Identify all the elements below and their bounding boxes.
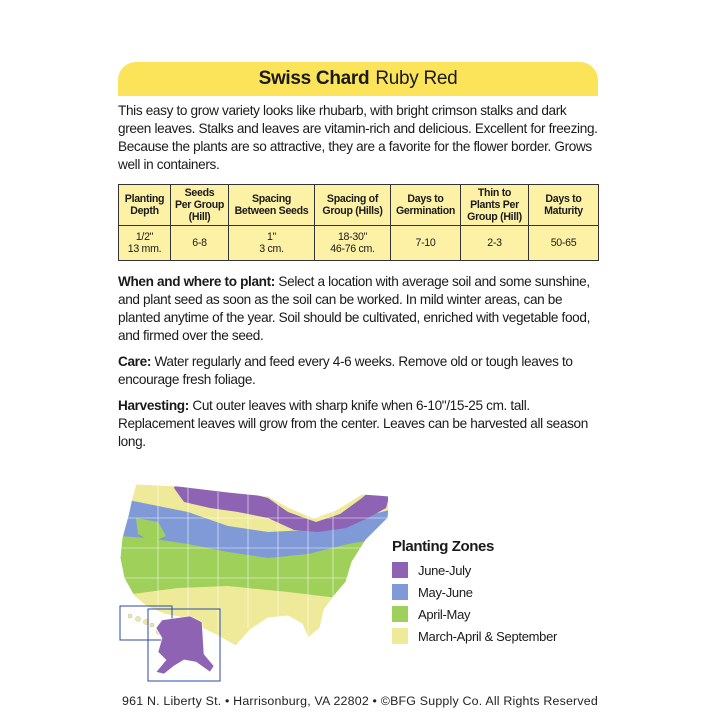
cell-spacing-of-groups: 18-30" 46-76 cm. (315, 226, 391, 261)
care-text: Water regularly and feed every 4-6 weeks. Remove old or tough leaves to encourage fresh foliage. (118, 354, 573, 387)
title-bar (118, 62, 598, 96)
header-planting-depth: Planting Depth (119, 185, 171, 226)
harvesting-text: Cut outer leaves with sharp knife when 6-10"/15-25 cm. tall. Replacement leaves will grow from the center. Leaves can be harvested all season long. (118, 398, 588, 449)
care-section (118, 353, 598, 389)
cell-days-to-germination: 7-10 (391, 226, 461, 261)
zone-swatch-yellow (392, 628, 408, 644)
legend-label: March-April & September (418, 628, 558, 644)
header-spacing-between-seeds: Spacing Between Seeds (229, 185, 315, 226)
zone-swatch-green (392, 606, 408, 622)
plant-name: Swiss Chard (258, 68, 370, 89)
cell-days-to-maturity: 50-65 (529, 226, 599, 261)
legend-label: June-July (418, 562, 471, 578)
table-header-row (119, 185, 599, 226)
cell-seeds-per-group: 6-8 (171, 226, 229, 261)
footer-address: 961 N. Liberty St. • Harrisonburg, VA 22802 • ©BFG Supply Co. All Rights Reserved (122, 694, 598, 708)
header-spacing-of-groups: Spacing of Group (Hills) (315, 185, 391, 226)
legend-item-march-april-september (392, 625, 557, 647)
when-where-section (118, 273, 598, 345)
planting-zones-legend (392, 538, 557, 647)
header-days-to-maturity: Days to Maturity (529, 185, 599, 226)
us-map-icon (118, 478, 388, 684)
header-thin-to: Thin to Plants Per Group (Hill) (461, 185, 529, 226)
care-label: Care: (118, 354, 152, 369)
legend-item-may-june (392, 581, 557, 603)
seed-packet-back (118, 62, 598, 451)
legend-item-june-july (392, 559, 557, 581)
legend-label: April-May (418, 606, 471, 622)
cell-spacing-between-seeds: 1" 3 cm. (229, 226, 315, 261)
legend-label: May-June (418, 584, 473, 600)
cell-thin-to: 2-3 (461, 226, 529, 261)
legend-title: Planting Zones (392, 538, 494, 555)
planting-specs-table (118, 184, 599, 261)
zone-swatch-purple (392, 562, 408, 578)
harvesting-section (118, 397, 598, 451)
description: This easy to grow variety looks like rhubarb, with bright crimson stalks and dark green leaves. Stalks and leaves are vitamin-rich and delicious. Excellent for freezing. Because the plants are so attractive, they are a favorite for the flower border. Grows well in containers. (118, 103, 598, 172)
header-seeds-per-group: Seeds Per Group (Hill) (171, 185, 229, 226)
zone-swatch-blue (392, 584, 408, 600)
plant-variety: Ruby Red (375, 68, 458, 89)
legend-item-april-may (392, 603, 557, 625)
planting-zone-map (118, 478, 598, 684)
when-where-label: When and where to plant: (118, 274, 275, 289)
when-where-text: Select a location with average soil and some sunshine, and plant seed as soon as the soil can be worked. In mild winter areas, can be planted anytime of the year. Soil should be cultivated, enriched with vegetable food, and firmed over the seed. (118, 274, 591, 343)
header-days-to-germination: Days to Germination (391, 185, 461, 226)
harvesting-label: Harvesting: (118, 398, 189, 413)
table-row (119, 226, 599, 261)
cell-planting-depth: 1/2" 13 mm. (119, 226, 171, 261)
